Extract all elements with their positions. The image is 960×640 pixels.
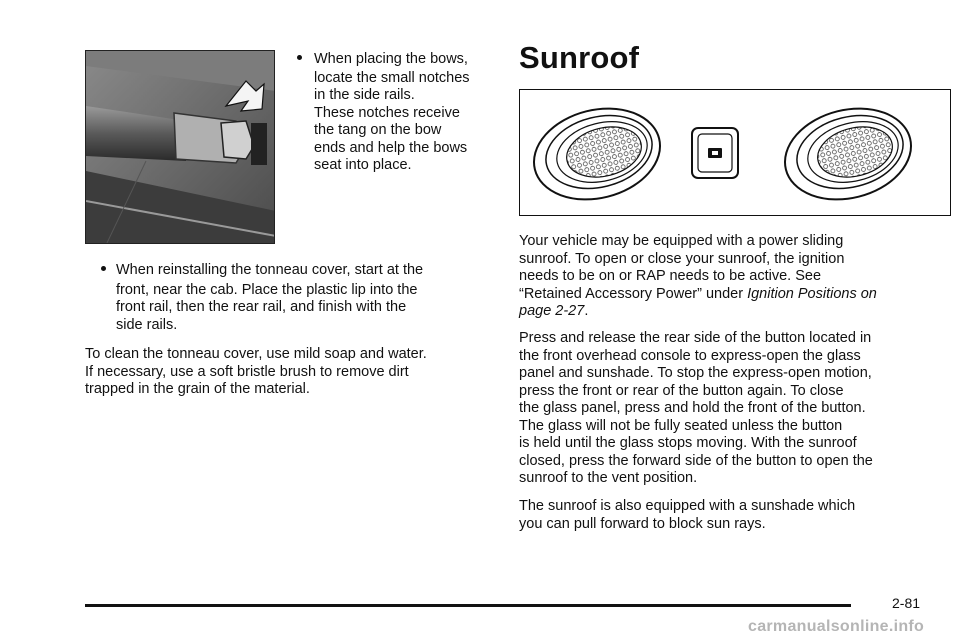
text-line: When placing the bows, xyxy=(314,51,468,67)
text-line: the front overhead console to express-open the glass xyxy=(519,347,861,364)
sunshade-paragraph xyxy=(519,498,949,533)
text-line: side rails. xyxy=(116,316,178,333)
text-line: To clean the tonneau cover, use mild soap and water. xyxy=(85,346,427,362)
text-line xyxy=(519,303,949,321)
text-fragment: . xyxy=(584,303,589,319)
right-reading-lamp xyxy=(775,96,920,212)
text-line: needs to be on or RAP needs to be active. See xyxy=(519,268,822,284)
sunroof-console-drawing xyxy=(520,90,949,214)
text-line: the glass panel, press and hold the front of the button. xyxy=(519,400,866,416)
bullet-reinstalling-cover xyxy=(116,262,506,334)
footer-rule xyxy=(85,604,851,607)
bullet-dot xyxy=(101,266,106,271)
text-line: If necessary, use a soft bristle brush to remove dirt xyxy=(85,363,409,380)
text-line: closed, press the forward side of the button to open the xyxy=(519,452,873,469)
text-line: locate the small notches xyxy=(314,69,470,86)
text-line: Press and release the rear side of the button located in xyxy=(519,330,872,346)
text-line: the tang on the bow xyxy=(314,122,442,138)
text-line: sunroof to the vent position. xyxy=(519,470,698,486)
text-line: front rail, then the rear rail, and finish with the xyxy=(116,299,407,315)
ignition-positions-xref[interactable]: Ignition Positions on xyxy=(747,285,877,302)
text-line: When reinstalling the tonneau cover, start at the xyxy=(116,262,424,278)
text-line: The sunroof is also equipped with a sunshade which xyxy=(519,498,856,514)
text-line: panel and sunshade. To stop the express-open motion, xyxy=(519,365,872,381)
sunroof-console-figure xyxy=(519,89,951,216)
bullet-dot xyxy=(297,55,302,60)
bullet-placing-bows xyxy=(314,51,504,175)
left-reading-lamp xyxy=(524,96,669,212)
text-line: press the front or rear of the button again. To close xyxy=(519,382,844,399)
text-line: The glass will not be fully seated unless the button xyxy=(519,417,843,434)
section-heading: Sunroof xyxy=(519,40,640,75)
text-line: seat into place. xyxy=(314,157,412,173)
text-line: ends and help the bows xyxy=(314,139,468,156)
text-line xyxy=(519,286,949,304)
text-line: Your vehicle may be equipped with a power sliding xyxy=(519,233,844,249)
text-line: sunroof. To open or close your sunroof, the ignition xyxy=(519,250,845,267)
text-line: These notches receive xyxy=(314,104,460,121)
page-xref[interactable]: page 2-27 xyxy=(519,303,585,319)
cleaning-paragraph xyxy=(85,346,505,399)
tonneau-bow-notch-photo xyxy=(85,50,275,244)
sunroof-switch xyxy=(692,128,738,178)
sunroof-intro-paragraph xyxy=(519,233,949,321)
text-line: is held until the glass stops moving. With the sunroof xyxy=(519,435,857,451)
text-line: front, near the cab. Place the plastic lip into the xyxy=(116,281,418,298)
page-number: 2-81 xyxy=(892,595,921,611)
photo-image xyxy=(86,51,275,244)
text-line: trapped in the grain of the material. xyxy=(85,381,310,397)
text-line: in the side rails. xyxy=(314,87,415,103)
text-fragment: “Retained Accessory Power” under xyxy=(519,285,748,302)
text-line: you can pull forward to block sun rays. xyxy=(519,515,766,532)
express-open-paragraph xyxy=(519,330,949,488)
watermark: carmanualsonline.info xyxy=(748,618,925,635)
